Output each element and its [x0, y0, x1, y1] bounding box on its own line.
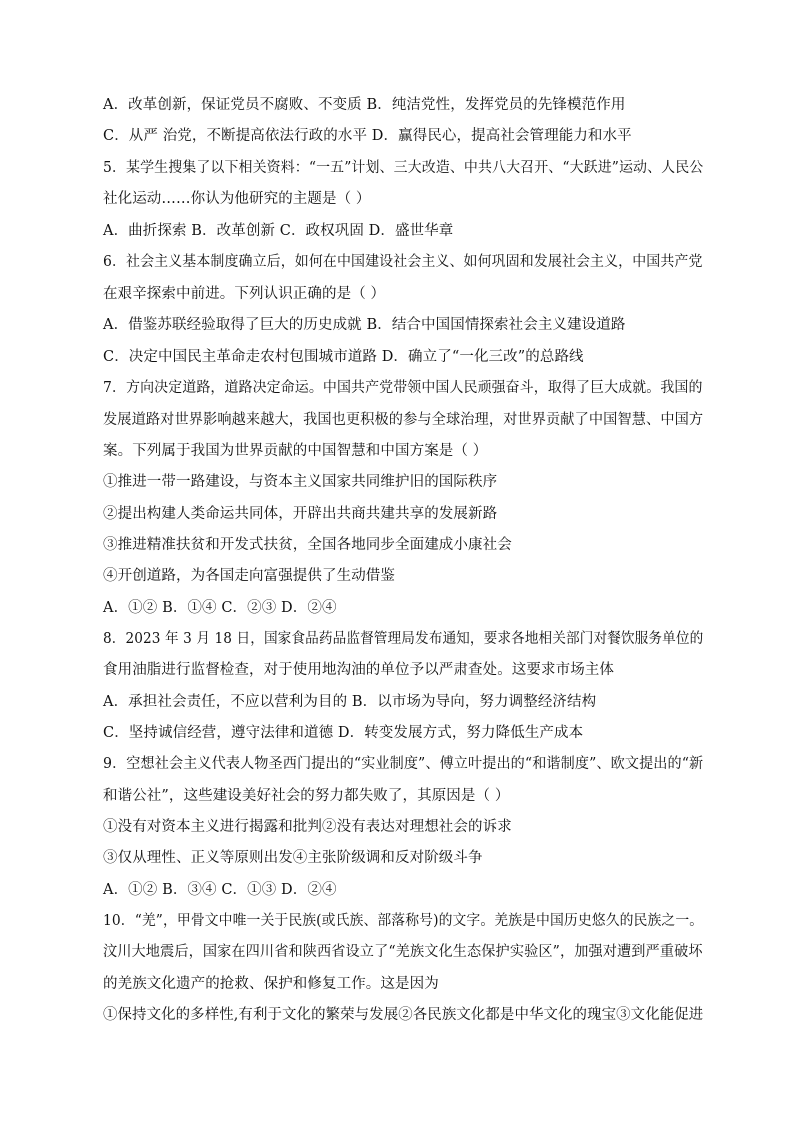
question-7-options: A．①② B．①④ C．②③ D．②④	[103, 600, 337, 616]
question-7-stem: 7．方向决定道路，道路决定命运。中国共产党带领中国人民顽强奋斗，取得了巨大成就。我国的	[103, 380, 703, 396]
question-10-stem: 10．“羌”，甲骨文中唯一关于民族(或氏族、部落称号)的文字。羌族是中国历史悠久的民族之一。	[103, 913, 704, 929]
question-5-options: A．曲折探索 B．改革创新 C．政权巩固 D．盛世华章	[103, 223, 454, 239]
question-10-stem: 汶川大地震后，国家在四川省和陕西省设立了“羌族文化生态保护实验区”，加强对遭到严重破坏	[103, 944, 703, 960]
question-5-stem: 5．某学生搜集了以下相关资料：“一五”计划、三大改造、中共八大召开、“大跃进”运动、人民公	[103, 160, 704, 176]
question-8-stem: 食用油脂进行监督检查，对于使用地沟油的单位予以严肃查处。这要求市场主体	[103, 662, 614, 678]
question-9-stem: 和谐公社”，这些建设美好社会的努力都失败了，其原因是（ ）	[103, 788, 510, 804]
question-6-options: C．决定中国民主革命走农村包围城市道路 D．确立了“一化三改”的总路线	[103, 349, 584, 365]
question-7-statement: ②提出构建人类命运共同体，开辟出共商共建共享的发展新路	[103, 506, 498, 522]
question-9-stem: 9．空想社会主义代表人物圣西门提出的“实业制度”、傅立叶提出的“和谐制度”、欧文提出的“新	[103, 756, 704, 772]
question-7-statement: ①推进一带一路建设，与资本主义国家共同维护旧的国际秩序	[103, 474, 498, 490]
text-line: C．从严 治党，不断提高依法行政的水平 D．赢得民心，提高社会管理能力和水平	[103, 128, 632, 144]
question-10-stem: 的羌族文化遗产的抢救、保护和修复工作。这是因为	[103, 976, 439, 992]
question-6-stem: 在艰辛探索中前进。下列认识正确的是（ ）	[103, 286, 386, 302]
question-7-statement: ④开创道路，为各国走向富强提供了生动借鉴	[103, 568, 395, 584]
question-7-stem: 发展道路对世界影响越来越大，我国也更积极的参与全球治理，对世界贡献了中国智慧、中国方	[103, 412, 704, 428]
question-9-statement: ③仅从理性、正义等原则出发④主张阶级调和反对阶级斗争	[103, 850, 483, 866]
question-8-options: C．坚持诚信经营，遵守法律和道德 D．转变发展方式，努力降低生产成本	[103, 725, 584, 741]
question-10-statement: ①保持文化的多样性,有利于文化的繁荣与发展②各民族文化都是中华文化的瑰宝③文化能促进	[103, 1007, 704, 1023]
question-5-stem: 社化运动……你认为他研究的主题是（ ）	[103, 191, 371, 207]
question-9-statement: ①没有对资本主义进行揭露和批判②没有表达对理想社会的诉求	[103, 819, 512, 835]
question-6-stem: 6．社会主义基本制度确立后，如何在中国建设社会主义、如何巩固和发展社会主义，中国共产党	[103, 254, 703, 270]
question-7-stem: 案。下列属于我国为世界贡献的中国智慧和中国方案是（ ）	[103, 443, 488, 459]
question-7-statement: ③推进精准扶贫和开发式扶贫，全国各地同步全面建成小康社会	[103, 537, 512, 553]
question-8-stem: 8．2023 年 3 月 18 日，国家食品药品监督管理局发布通知，要求各地相关部门对餐饮服务单位的	[103, 631, 704, 647]
question-6-options: A．借鉴苏联经验取得了巨大的历史成就 B．结合中国国情探索社会主义建设道路	[103, 317, 626, 333]
text-line: A．改革创新，保证党员不腐败、不变质 B．纯洁党性，发挥党员的先锋模范作用	[103, 97, 626, 113]
question-8-options: A．承担社会责任，不应以营利为目的 B．以市场为导向，努力调整经济结构	[103, 694, 597, 710]
question-9-options: A．①② B．③④ C．①③ D．②④	[103, 882, 337, 898]
